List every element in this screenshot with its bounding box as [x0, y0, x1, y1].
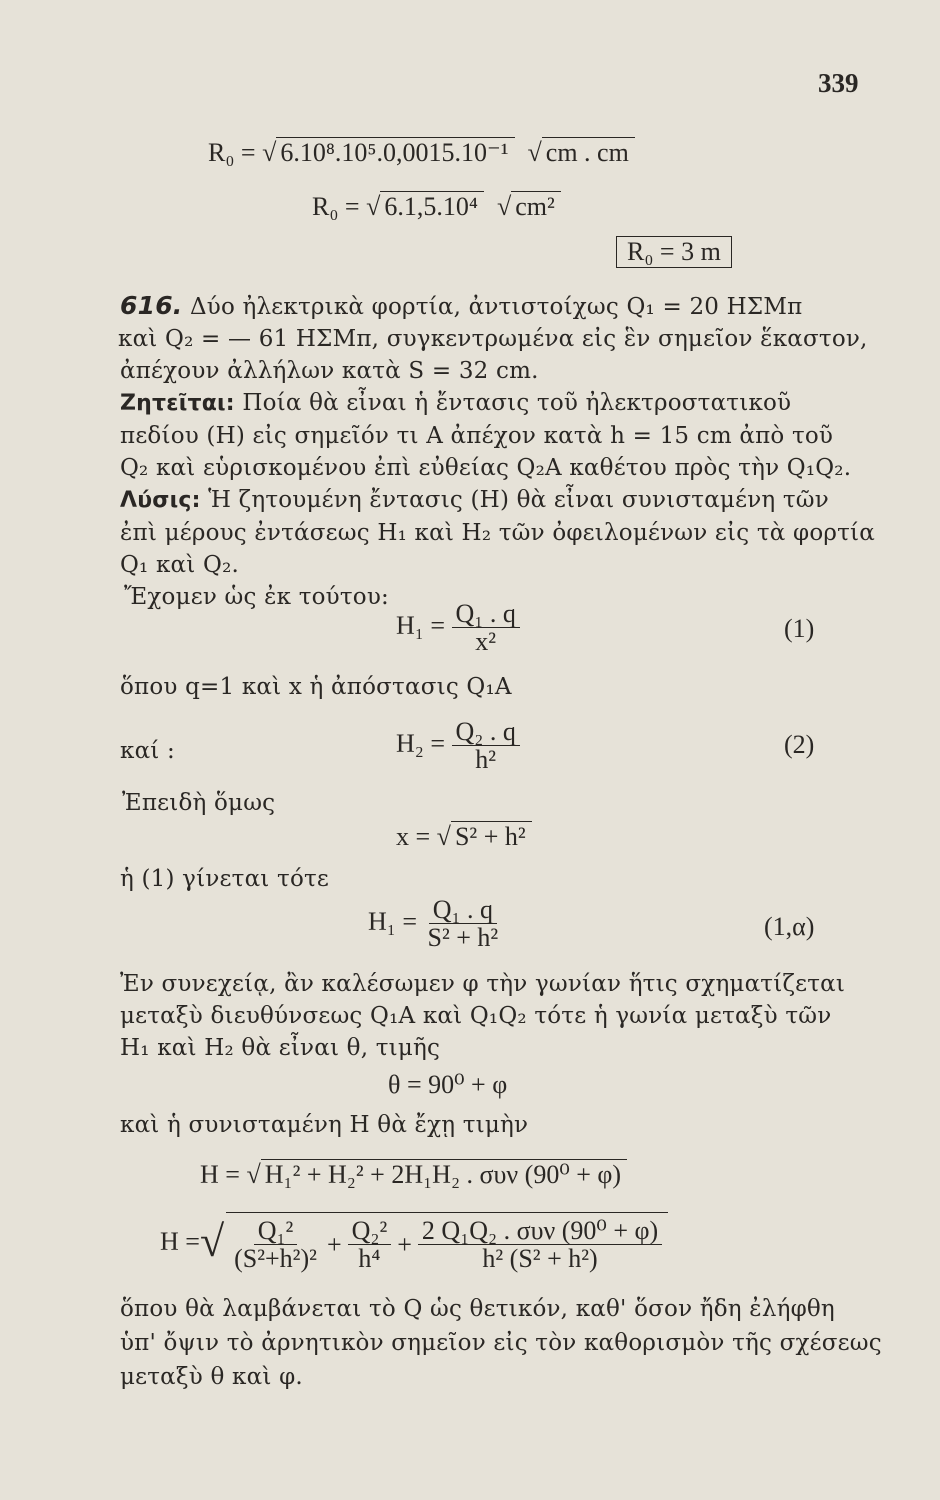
fraction-numerator: Q₁ . q — [429, 896, 497, 924]
equation-lhs: R₀ = — [312, 192, 367, 221]
fraction-denominator: S² + h² — [427, 923, 499, 953]
final-paragraph — [120, 1292, 882, 1394]
equation-lhs: Η₁ = — [396, 610, 452, 640]
equation-r0-step1: R₀ = √ 6.10⁸.10⁵.0,0015.10⁻¹ √ cm . cm — [208, 138, 635, 168]
solution-line-3: Q₁ καὶ Q₂. — [120, 552, 240, 578]
question-line-3: Q₂ καὶ εὑρισκομένου ἐπὶ εὐθείας Q₂Α καθέτου πρὸς τὴν Q₁Q₂. — [120, 455, 852, 481]
equation-lhs: Η = — [160, 1227, 200, 1257]
radicand: S² + h² — [451, 821, 532, 851]
equation-x: x = √ S² + h² — [396, 822, 532, 852]
paragraph-angle — [120, 968, 850, 1064]
solution-line-1: Ἡ ζητουμένη ἔντασις (Η) θὰ εἶναι συνισταμένη τῶν — [200, 487, 829, 513]
radicand-units: cm² — [511, 191, 561, 221]
equation-1a — [368, 896, 502, 952]
solution-line-4: Ἔχομεν ὡς ἐκ τούτου: — [124, 584, 389, 610]
fraction-denominator: x² — [475, 627, 497, 657]
problem-line-3: ἀπέχουν ἀλλήλων κατὰ S = 32 cm. — [120, 358, 539, 384]
equation-lhs: Η = — [200, 1160, 247, 1189]
equation-h-expanded: Η = √ $\frac{\text{Q₁²}}{\text{(S²+h²)²}}$ + $\frac{\text{Q₂²}}{\text{h⁴}}$ + $\frac{\text{2 Q₁Q₂ . συν (90⁰ + φ)}}{\text{h² (S² + h²)}}$ — [160, 1212, 668, 1273]
problem-statement — [118, 290, 875, 613]
fraction-denominator: h² — [475, 745, 497, 775]
equation-lhs: Η₂ = — [396, 728, 452, 758]
term3-numerator: 2 Q₁Q₂ . συν (90⁰ + φ) — [418, 1217, 662, 1245]
fraction-numerator: Q₂ . q — [452, 718, 520, 746]
equation-lhs: R₀ = — [208, 138, 263, 167]
solution-label: Λύσις: — [120, 488, 201, 513]
equation-lhs: x = — [396, 822, 437, 851]
equation-1-label: (1) — [784, 614, 815, 643]
final-line-2: ὑπ' ὄψιν τὸ ἀρνητικὸν σημεῖον εἰς τὸν καθορισμὸν τῆς σχέσεως — [120, 1330, 882, 1356]
equation-2 — [396, 718, 520, 774]
equation-lhs: Η₁ = — [368, 906, 424, 936]
kai-label: καί : — [120, 738, 175, 764]
page-number: 339 — [818, 68, 859, 98]
term2-denominator: h⁴ — [358, 1244, 381, 1274]
equation-h-sqrt: Η = √ Η₁² + Η₂² + 2Η₁Η₂ . συν (90⁰ + φ) — [200, 1160, 627, 1190]
final-line-3: μεταξὺ θ καὶ φ. — [120, 1364, 303, 1390]
result-box: R₀ = 3 m — [616, 236, 732, 268]
becomes-line: ἡ (1) γίνεται τότε — [120, 866, 330, 892]
plus-sign: + — [397, 1229, 412, 1259]
problem-number: 616. — [120, 291, 183, 320]
where-line: ὅπου q=1 καὶ x ἡ ἀπόστασις Q₁Α — [120, 674, 512, 700]
radicand: Η₁² + Η₂² + 2Η₁Η₂ . συν (90⁰ + φ) — [261, 1159, 627, 1189]
question-label: Ζητεῖται: — [120, 391, 235, 416]
problem-line-1: Δύο ἠλεκτρικὰ φορτία, ἀντιστοίχως Q₁ = 20 ΗΣΜπ — [190, 294, 803, 320]
question-line-1: Ποία θὰ εἶναι ἡ ἔντασις τοῦ ἠλεκτροστατικοῦ — [234, 390, 792, 416]
radicand-units: cm . cm — [542, 137, 635, 167]
equation-1 — [396, 600, 520, 656]
equation-2-label: (2) — [784, 730, 815, 759]
problem-line-2: καὶ Q₂ = — 61 ΗΣΜπ, συγκεντρωμένα εἰς ἓν σημεῖον ἕκαστον, — [118, 326, 868, 352]
paragraph-line-2: μεταξὺ διευθύνσεως Q₁Α καὶ Q₁Q₂ τότε ἡ γωνία μεταξὺ τῶν — [120, 1003, 832, 1029]
epeidi-line: Ἐπειδὴ ὅμως — [122, 790, 276, 816]
equation-r0-step2: R₀ = √ 6.1,5.10⁴ √ cm² — [312, 192, 561, 222]
paragraph-line-3: Η₁ καὶ Η₂ θὰ εἶναι θ, τιμῆς — [120, 1035, 441, 1061]
equation-theta: θ = 90⁰ + φ — [388, 1070, 508, 1099]
term1-denominator: (S²+h²)² — [234, 1244, 317, 1274]
radicand: 6.1,5.10⁴ — [380, 191, 484, 221]
final-line-1: ὅπου θὰ λαμβάνεται τὸ Q ὡς θετικόν, καθ' ὅσον ἤδη ἐλήφθη — [120, 1296, 835, 1322]
paragraph-line-1: Ἐν συνεχείᾳ, ἂν καλέσωμεν φ τὴν γωνίαν ἥτις σχηματίζεται — [120, 971, 846, 997]
fraction-numerator: Q₁ . q — [452, 600, 520, 628]
resultant-line: καὶ ἡ συνισταμένη Η θὰ ἔχῃ τιμὴν — [120, 1112, 529, 1138]
plus-sign: + — [326, 1229, 342, 1259]
term1-numerator: Q₁² — [254, 1217, 298, 1245]
equation-1a-label: (1,α) — [764, 912, 815, 941]
term3-denominator: h² (S² + h²) — [482, 1244, 598, 1274]
radicand: 6.10⁸.10⁵.0,0015.10⁻¹ — [276, 137, 514, 167]
term2-numerator: Q₂² — [348, 1217, 392, 1245]
solution-line-2: ἐπὶ μέρους ἐντάσεως Η₁ καὶ Η₂ τῶν ὀφειλομένων εἰς τὰ φορτία — [120, 520, 875, 546]
question-line-2: πεδίου (Η) εἰς σημεῖόν τι Α ἀπέχον κατὰ h = 15 cm ἀπὸ τοῦ — [120, 423, 834, 449]
